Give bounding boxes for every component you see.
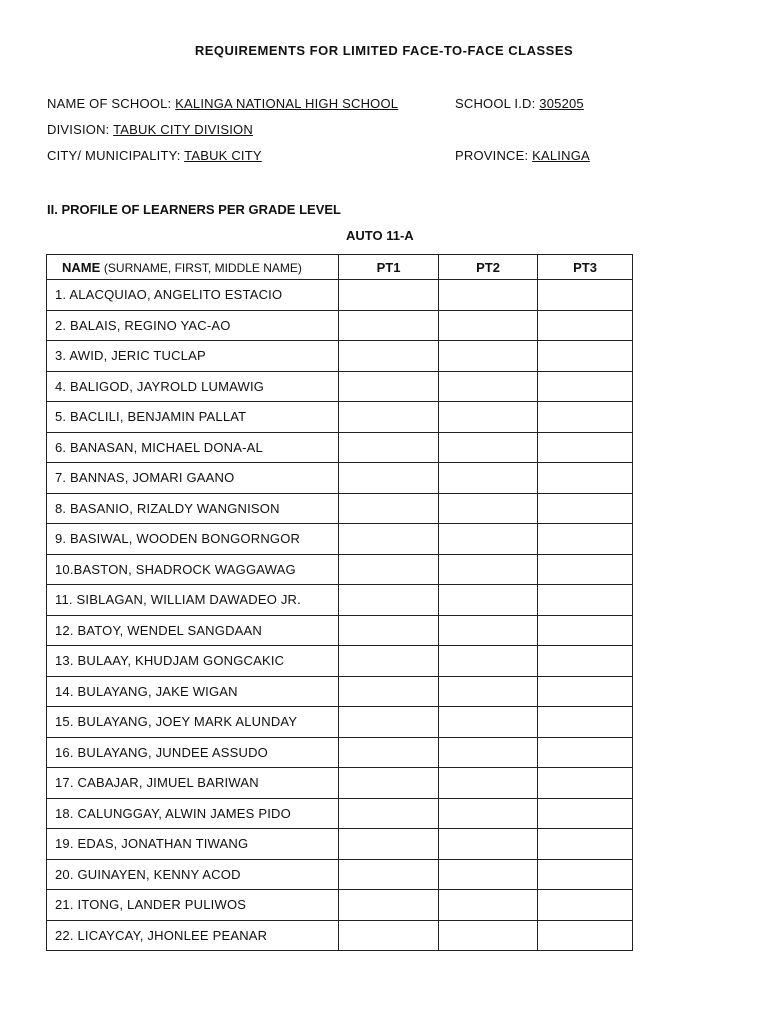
province-value: KALINGA: [532, 148, 590, 163]
learner-name-cell: 2. BALAIS, REGINO YAC-AO: [47, 310, 339, 341]
learner-name-cell: 21. ITONG, LANDER PULIWOS: [47, 890, 339, 921]
table-row: [47, 829, 633, 860]
table-row: [47, 463, 633, 494]
learner-name-cell: 17. CABAJAR, JIMUEL BARIWAN: [47, 768, 339, 799]
learner-name-cell: 8. BASANIO, RIZALDY WANGNISON: [47, 493, 339, 524]
table-row: [47, 707, 633, 738]
pt3-cell[interactable]: [538, 737, 633, 768]
learner-name-cell: 19. EDAS, JONATHAN TIWANG: [47, 829, 339, 860]
pt1-cell[interactable]: [339, 768, 439, 799]
pt2-cell[interactable]: [439, 798, 538, 829]
table-row: [47, 554, 633, 585]
table-row: [47, 890, 633, 921]
table-row: [47, 371, 633, 402]
pt1-cell[interactable]: [339, 829, 439, 860]
city-line: [47, 148, 262, 163]
pt1-cell[interactable]: [339, 646, 439, 677]
pt3-cell[interactable]: [538, 341, 633, 372]
table-row: [47, 493, 633, 524]
pt3-cell[interactable]: [538, 371, 633, 402]
pt1-cell[interactable]: [339, 585, 439, 616]
pt1-cell[interactable]: [339, 280, 439, 311]
school-id-label: SCHOOL I.D:: [455, 96, 536, 111]
pt2-cell[interactable]: [439, 890, 538, 921]
name-header-bold: NAME: [62, 259, 101, 275]
table-row: [47, 798, 633, 829]
pt2-cell[interactable]: [439, 493, 538, 524]
pt1-cell[interactable]: [339, 341, 439, 372]
table-row: [47, 768, 633, 799]
learner-name-cell: 12. BATOY, WENDEL SANGDAAN: [47, 615, 339, 646]
pt3-cell[interactable]: [538, 402, 633, 433]
name-column-header: [47, 255, 339, 280]
pt2-cell[interactable]: [439, 829, 538, 860]
pt2-cell[interactable]: [439, 402, 538, 433]
pt1-cell[interactable]: [339, 432, 439, 463]
pt2-cell[interactable]: [439, 920, 538, 951]
table-body: [47, 280, 633, 951]
pt3-cell[interactable]: [538, 920, 633, 951]
pt3-cell[interactable]: [538, 859, 633, 890]
table-row: [47, 310, 633, 341]
table-row: [47, 737, 633, 768]
pt2-cell[interactable]: [439, 310, 538, 341]
pt1-cell[interactable]: [339, 554, 439, 585]
pt2-cell[interactable]: [439, 859, 538, 890]
pt2-cell[interactable]: [439, 341, 538, 372]
table-row: [47, 615, 633, 646]
pt1-cell[interactable]: [339, 402, 439, 433]
pt3-cell[interactable]: [538, 432, 633, 463]
pt2-cell[interactable]: [439, 280, 538, 311]
learner-name-cell: 13. BULAAY, KHUDJAM GONGCAKIC: [47, 646, 339, 677]
pt3-cell[interactable]: [538, 646, 633, 677]
learner-name-cell: 9. BASIWAL, WOODEN BONGORNGOR: [47, 524, 339, 555]
learner-name-cell: 20. GUINAYEN, KENNY ACOD: [47, 859, 339, 890]
pt1-cell[interactable]: [339, 310, 439, 341]
name-header-sub: (SURNAME, FIRST, MIDDLE NAME): [103, 260, 302, 275]
pt1-column-header: PT1: [339, 255, 439, 280]
pt3-cell[interactable]: [538, 585, 633, 616]
pt2-cell[interactable]: [439, 707, 538, 738]
pt2-cell[interactable]: [439, 432, 538, 463]
pt1-cell[interactable]: [339, 920, 439, 951]
section-heading: II. PROFILE OF LEARNERS PER GRADE LEVEL: [47, 202, 341, 217]
pt2-cell[interactable]: [439, 676, 538, 707]
school-name-label: NAME OF SCHOOL:: [47, 96, 172, 111]
pt1-cell[interactable]: [339, 463, 439, 494]
pt2-cell[interactable]: [439, 615, 538, 646]
table-row: [47, 646, 633, 677]
pt1-cell[interactable]: [339, 371, 439, 402]
pt3-cell[interactable]: [538, 310, 633, 341]
pt2-cell[interactable]: [439, 371, 538, 402]
division-value: TABUK CITY DIVISION: [113, 122, 253, 137]
learner-name-cell: 11. SIBLAGAN, WILLIAM DAWADEO JR.: [47, 585, 339, 616]
pt3-cell[interactable]: [538, 463, 633, 494]
learner-name-cell: 4. BALIGOD, JAYROLD LUMAWIG: [47, 371, 339, 402]
learner-name-cell: 3. AWID, JERIC TUCLAP: [47, 341, 339, 372]
pt1-cell[interactable]: [339, 707, 439, 738]
province-label: PROVINCE:: [455, 148, 529, 163]
learner-name-cell: 18. CALUNGGAY, ALWIN JAMES PIDO: [47, 798, 339, 829]
table-row: [47, 402, 633, 433]
pt2-cell[interactable]: [439, 646, 538, 677]
school-name-line: [47, 96, 398, 111]
division-line: [47, 122, 253, 137]
document-title: REQUIREMENTS FOR LIMITED FACE-TO-FACE CLASSES: [194, 43, 574, 58]
pt3-cell[interactable]: [538, 280, 633, 311]
learner-name-cell: 6. BANASAN, MICHAEL DONA-AL: [47, 432, 339, 463]
table-row: [47, 280, 633, 311]
learner-name-cell: 22. LICAYCAY, JHONLEE PEANAR: [47, 920, 339, 951]
table-row: [47, 676, 633, 707]
pt2-cell[interactable]: [439, 463, 538, 494]
school-name-value: KALINGA NATIONAL HIGH SCHOOL: [175, 96, 399, 111]
pt2-cell[interactable]: [439, 554, 538, 585]
table-row: [47, 920, 633, 951]
pt3-cell[interactable]: [538, 890, 633, 921]
pt3-cell[interactable]: [538, 707, 633, 738]
pt3-cell[interactable]: [538, 524, 633, 555]
pt1-cell[interactable]: [339, 493, 439, 524]
pt1-cell[interactable]: [339, 737, 439, 768]
class-name: AUTO 11-A: [346, 228, 414, 243]
learner-name-cell: 7. BANNAS, JOMARI GAANO: [47, 463, 339, 494]
learner-name-cell: 10.BASTON, SHADROCK WAGGAWAG: [47, 554, 339, 585]
division-label: DIVISION:: [47, 122, 110, 137]
pt3-cell[interactable]: [538, 768, 633, 799]
table-row: [47, 859, 633, 890]
pt2-cell[interactable]: [439, 524, 538, 555]
pt3-column-header: PT3: [538, 255, 633, 280]
table-row: [47, 341, 633, 372]
city-value: TABUK CITY: [184, 148, 262, 163]
pt3-cell[interactable]: [538, 615, 633, 646]
table-row: [47, 524, 633, 555]
city-label: CITY/ MUNICIPALITY:: [47, 148, 181, 163]
pt2-cell[interactable]: [439, 737, 538, 768]
table-header-row: [47, 255, 633, 280]
pt1-cell[interactable]: [339, 615, 439, 646]
learner-name-cell: 5. BACLILI, BENJAMIN PALLAT: [47, 402, 339, 433]
learner-name-cell: 1. ALACQUIAO, ANGELITO ESTACIO: [47, 280, 339, 311]
pt2-cell[interactable]: [439, 585, 538, 616]
pt3-cell[interactable]: [538, 829, 633, 860]
pt3-cell[interactable]: [538, 493, 633, 524]
pt1-cell[interactable]: [339, 859, 439, 890]
learners-table: [46, 254, 633, 951]
learner-name-cell: 14. BULAYANG, JAKE WIGAN: [47, 676, 339, 707]
pt1-cell[interactable]: [339, 676, 439, 707]
pt3-cell[interactable]: [538, 676, 633, 707]
pt3-cell[interactable]: [538, 798, 633, 829]
pt1-cell[interactable]: [339, 890, 439, 921]
table-row: [47, 585, 633, 616]
school-id-value: 305205: [539, 96, 584, 111]
pt1-cell[interactable]: [339, 524, 439, 555]
pt1-cell[interactable]: [339, 798, 439, 829]
pt3-cell[interactable]: [538, 554, 633, 585]
school-id-line: [455, 96, 584, 111]
province-line: [455, 148, 590, 163]
learner-name-cell: 16. BULAYANG, JUNDEE ASSUDO: [47, 737, 339, 768]
pt2-cell[interactable]: [439, 768, 538, 799]
pt2-column-header: PT2: [439, 255, 538, 280]
learner-name-cell: 15. BULAYANG, JOEY MARK ALUNDAY: [47, 707, 339, 738]
table-row: [47, 432, 633, 463]
